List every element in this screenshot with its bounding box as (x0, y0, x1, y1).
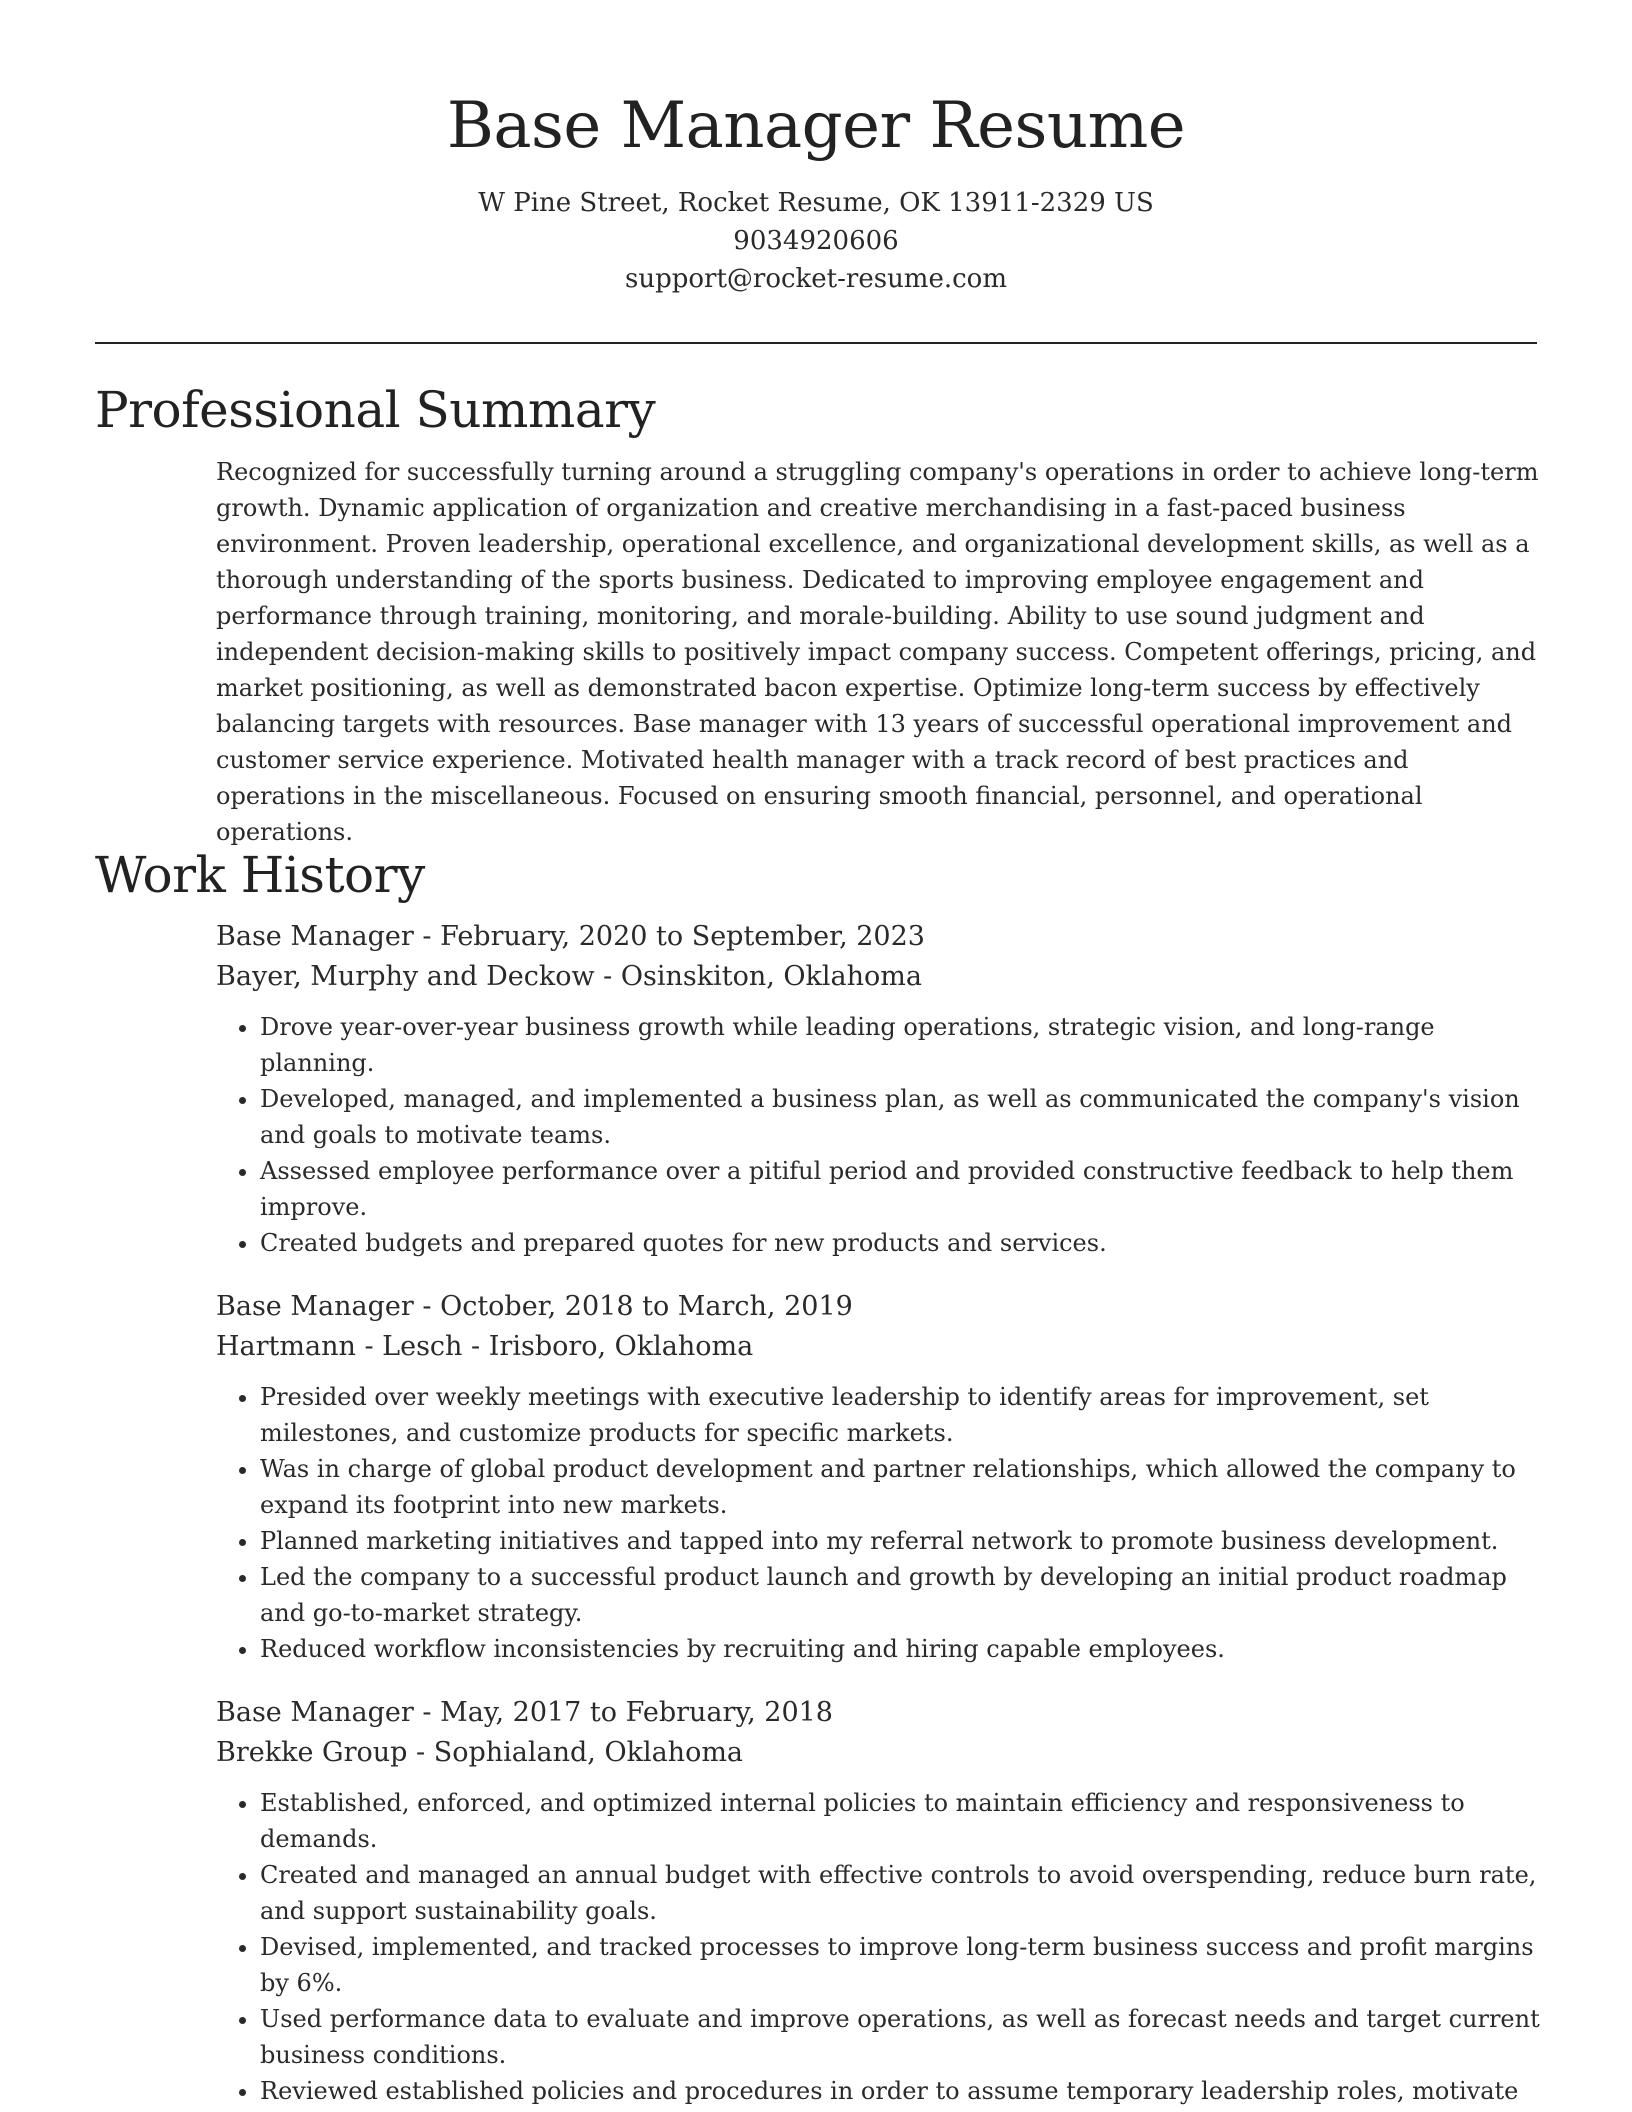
summary-heading: Professional Summary (95, 381, 656, 439)
list-item: • Established, enforced, and optimized internal policies to maintain efficiency and responsiveness to demands. (260, 1785, 1541, 1857)
job-dates: February, 2020 to September, 2023 (440, 921, 925, 952)
job-title-line: Base Manager - February, 2020 to September, 2023 (216, 921, 925, 952)
job-company: Brekke Group (216, 1737, 408, 1768)
job-company: Hartmann - Lesch (216, 1331, 463, 1362)
list-item: • Used performance data to evaluate and improve operations, as well as forecast needs and target current business conditions. (260, 2001, 1541, 2073)
resume-title: Base Manager Resume (446, 89, 1186, 163)
list-item: • Drove year-over-year business growth while leading operations, strategic vision, and long-range planning. (260, 1009, 1541, 1081)
list-item: • Presided over weekly meetings with executive leadership to identify areas for improvement, set milestones, and customize products for specific markets. (260, 1379, 1541, 1451)
job-location: Sophialand, Oklahoma (433, 1737, 744, 1768)
list-item: • Reviewed established policies and procedures in order to assume temporary leadership roles, motivate (260, 2073, 1541, 2109)
job-company-line: Brekke Group - Sophialand, Oklahoma (216, 1737, 744, 1768)
email-line: support@rocket-resume.com (624, 264, 1007, 294)
list-item: • Created and managed an annual budget with effective controls to avoid overspending, reduce burn rate, and support sustainability goals. (260, 1857, 1541, 1929)
header-divider (95, 342, 1537, 344)
job-role: Base Manager (216, 1697, 414, 1728)
job-location: Irisboro, Oklahoma (488, 1331, 754, 1362)
list-item: • Was in charge of global product development and partner relationships, which allowed the company to expand its footprint into new markets. (260, 1451, 1541, 1523)
job-bullets (216, 1379, 1541, 1667)
work-history-heading: Work History (95, 846, 425, 904)
job-company-line: Bayer, Murphy and Deckow - Osinskiton, Oklahoma (216, 961, 922, 992)
address-line: W Pine Street, Rocket Resume, OK 13911-2329 US (478, 188, 1154, 218)
resume-header (0, 0, 1632, 298)
list-item: • Planned marketing initiatives and tapped into my referral network to promote business development. (260, 1523, 1541, 1559)
job-role: Base Manager (216, 921, 414, 952)
job-company: Bayer, Murphy and Deckow (216, 961, 595, 992)
job-bullets (216, 1009, 1541, 1261)
job-dates: May, 2017 to February, 2018 (440, 1697, 833, 1728)
job-entry (216, 917, 1541, 1261)
summary-text: Recognized for successfully turning around a struggling company's operations in order to achieve long-term growth. Dynamic application of organization and creative merchandising in a fast-paced business environment. Proven leadership, operational excellence, and organizational development skills, as well as a thorough understanding of the sports business. Dedicated to improving employee engagement and performance through training, monitoring, and morale-building. Ability to use sound judgment and independent decision-making skills to positively impact company success. Competent offerings, pricing, and market positioning, as well as demonstrated bacon expertise. Optimize long-term success by effectively balancing targets with resources. Base manager with 13 years of successful operational improvement and customer service experience. Motivated health manager with a track record of best practices and operations in the miscellaneous. Focused on ensuring smooth financial, personnel, and operational operations. (216, 458, 1539, 846)
job-role: Base Manager (216, 1291, 414, 1322)
list-item: • Created budgets and prepared quotes for new products and services. (260, 1225, 1541, 1261)
work-history-section (95, 843, 1540, 2109)
contact-block (0, 184, 1632, 298)
list-item: • Reduced workflow inconsistencies by recruiting and hiring capable employees. (260, 1631, 1541, 1667)
list-item: • Assessed employee performance over a pitiful period and provided constructive feedback to help them improve. (260, 1153, 1541, 1225)
job-title-line: Base Manager - May, 2017 to February, 2018 (216, 1697, 833, 1728)
job-title-line: Base Manager - October, 2018 to March, 2019 (216, 1291, 853, 1322)
job-dates: October, 2018 to March, 2019 (440, 1291, 853, 1322)
list-item: • Developed, managed, and implemented a business plan, as well as communicated the company's vision and goals to motivate teams. (260, 1081, 1541, 1153)
job-company-line: Hartmann - Lesch - Irisboro, Oklahoma (216, 1331, 754, 1362)
phone-line: 9034920606 (733, 226, 899, 256)
job-bullets (216, 1785, 1541, 2109)
list-item: • Devised, implemented, and tracked processes to improve long-term business success and profit margins by 6%. (260, 1929, 1541, 2001)
job-entry (216, 1693, 1541, 2109)
list-item: • Led the company to a successful product launch and growth by developing an initial product roadmap and go-to-market strategy. (260, 1559, 1541, 1631)
job-location: Osinskiton, Oklahoma (620, 961, 922, 992)
professional-summary-section (95, 378, 1537, 850)
job-entry (216, 1287, 1541, 1667)
